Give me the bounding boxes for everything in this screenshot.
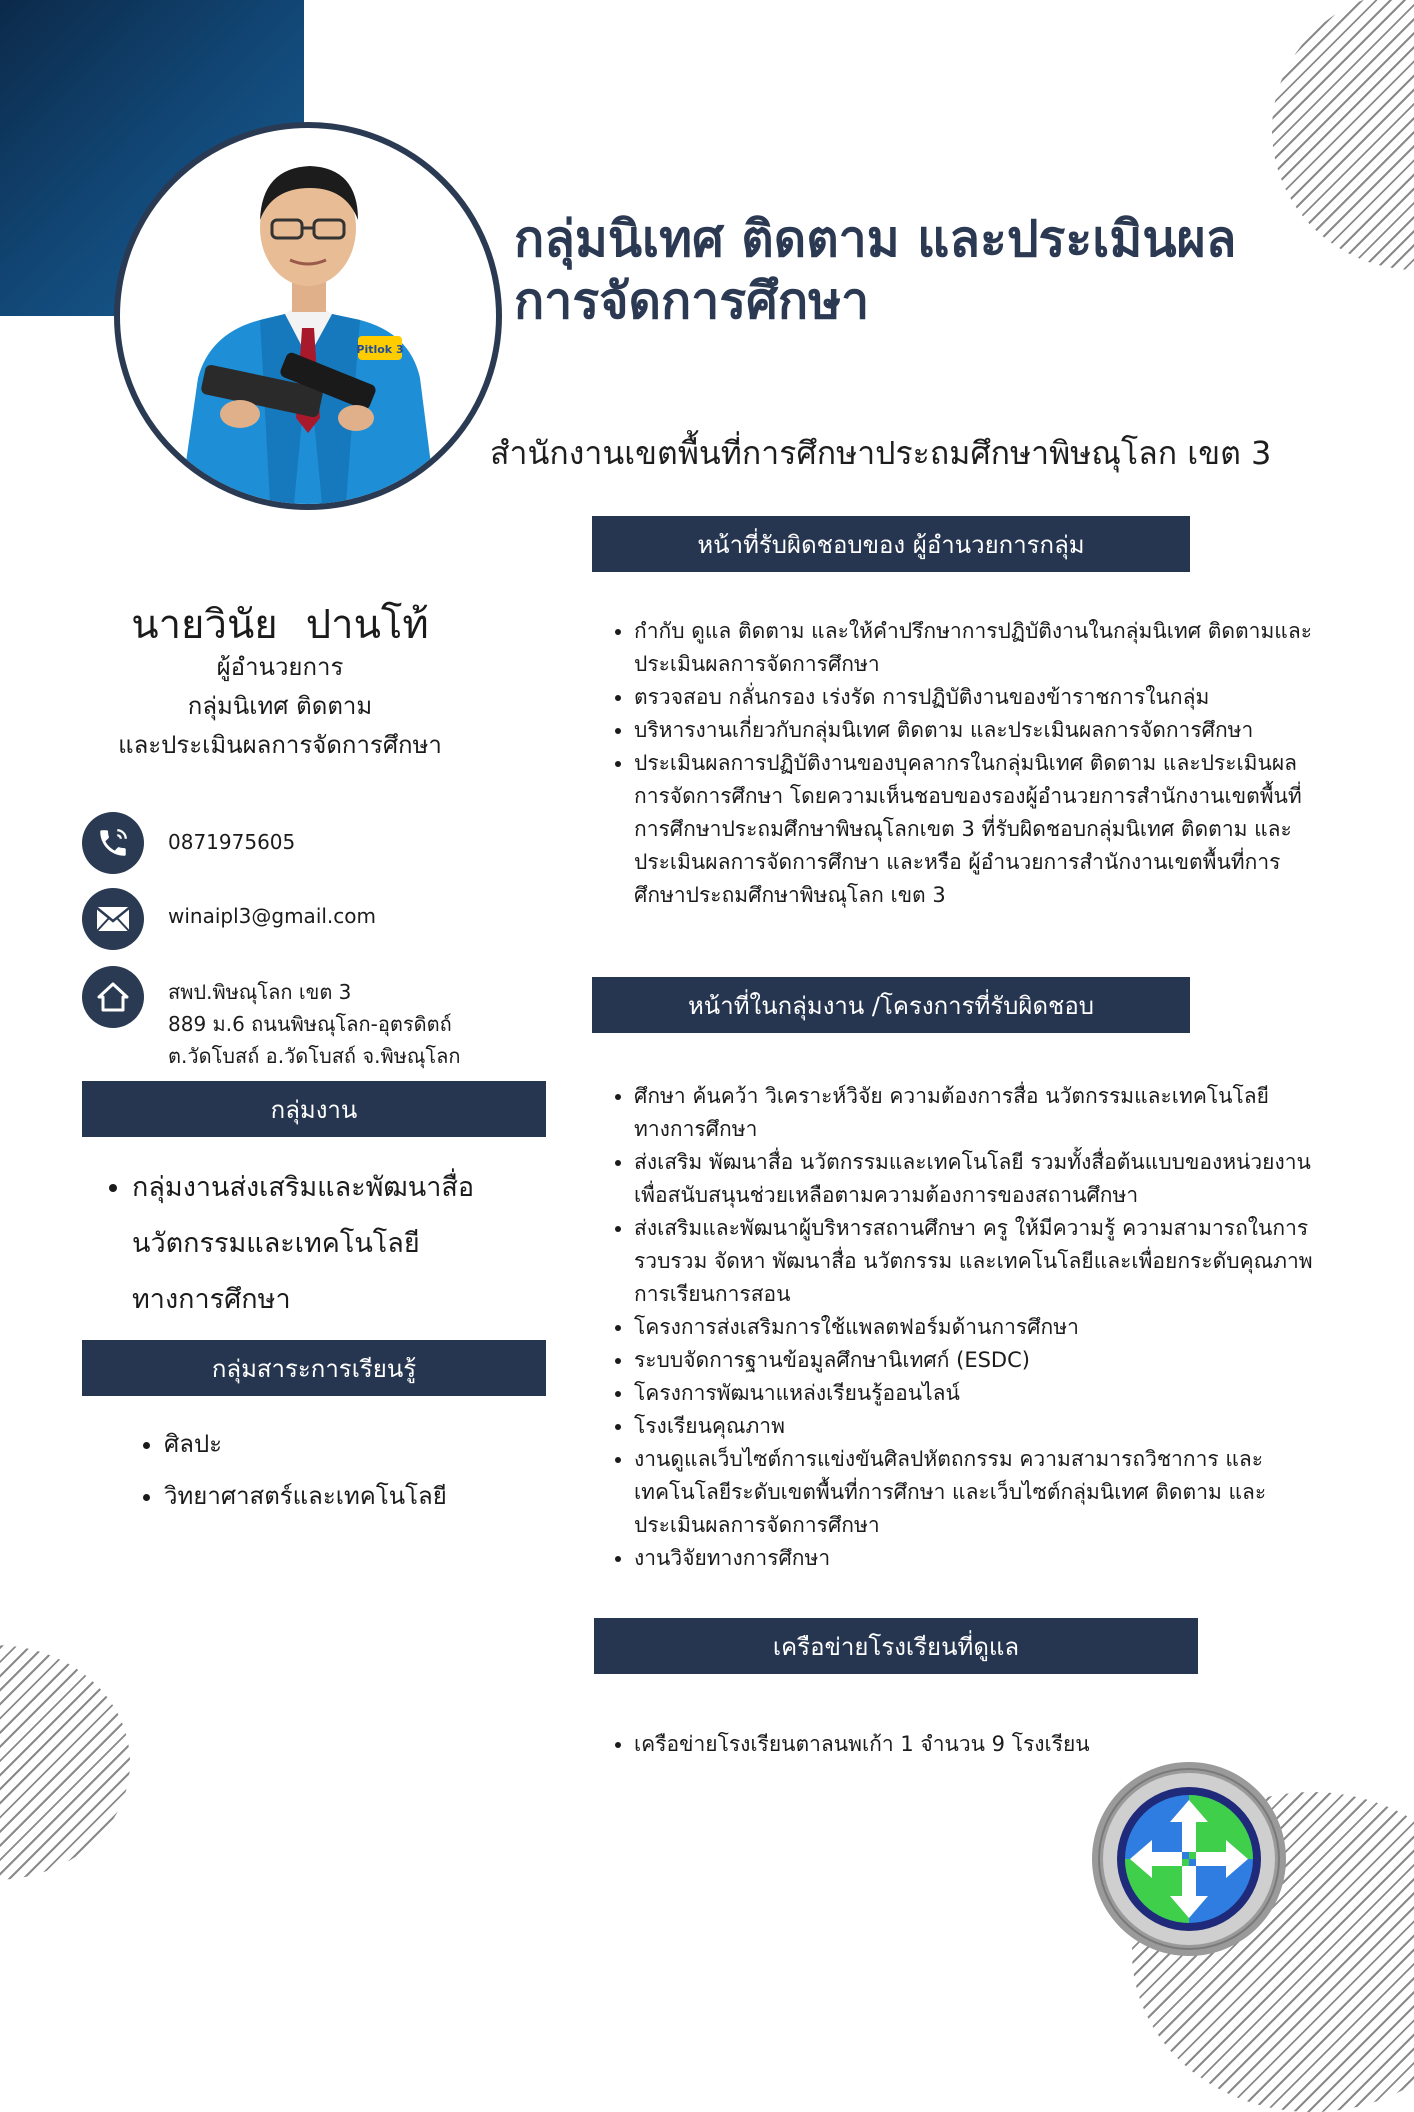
home-icon bbox=[82, 966, 144, 1028]
duties-heading: หน้าที่รับผิดชอบของ ผู้อำนวยการกลุ่ม bbox=[592, 516, 1190, 572]
work-group-heading: กลุ่มงาน bbox=[82, 1081, 546, 1137]
page-title bbox=[514, 208, 1394, 332]
address-line: สพป.พิษณุโลก เขต 3 bbox=[168, 980, 352, 1004]
list-item: • กลุ่มงานส่งเสริมและพัฒนาสื่อ นวัตกรรมและเทคโนโลยี ทางการศึกษา bbox=[132, 1160, 500, 1328]
list-item: • ประเมินผลการปฏิบัติงานของบุคลากรในกลุ่มนิเทศ ติดตาม และประเมินผลการจัดการศึกษา โดยความเห็นชอบของรองผู้อำนวยการสำนักงานเขตพื้นที่การศึกษาประถมศึกษาพิษณุโลกเขต 3 ที่รับผิดชอบกลุ่มนิเทศ ติดตาม และประเมินผลการจัดการศึกษา และหรือ ผู้อำนวยการสำนักงานเขตพื้นที่การศึกษาประถมศึกษาพิษณุโลก เขต 3 bbox=[634, 747, 1322, 912]
phone-icon bbox=[82, 812, 144, 874]
person-illustration bbox=[120, 128, 496, 504]
office-seal-logo bbox=[1090, 1760, 1288, 1958]
position-line: และประเมินผลการจัดการศึกษา bbox=[118, 731, 442, 759]
list-item: • กำกับ ดูแล ติดตาม และให้คำปรึกษาการปฏิบัติงานในกลุ่มนิเทศ ติดตามและประเมินผลการจัดการศึกษา bbox=[634, 615, 1322, 681]
page-title-line1: กลุ่มนิเทศ ติดตาม และประเมินผล bbox=[514, 210, 1237, 268]
list-item: • ตรวจสอบ กลั่นกรอง เร่งรัด การปฏิบัติงานของข้าราชการในกลุ่ม bbox=[634, 681, 1322, 714]
last-name: ปานโท้ bbox=[305, 602, 429, 648]
address-line: 889 ม.6 ถนนพิษณุโลก-อุตรดิตถ์ bbox=[168, 1012, 452, 1036]
projects-heading: หน้าที่ในกลุ่มงาน /โครงการที่รับผิดชอบ bbox=[592, 977, 1190, 1033]
list-item: • ระบบจัดการฐานข้อมูลศึกษานิเทศก์ (ESDC) bbox=[634, 1344, 1322, 1377]
email-address[interactable]: winaipl3@gmail.com bbox=[168, 904, 376, 928]
list-item: • ศิลปะ bbox=[164, 1418, 532, 1470]
jacket-badge-text: Pitlok 3 bbox=[356, 343, 404, 356]
list-item: • วิทยาศาสตร์และเทคโนโลยี bbox=[164, 1470, 532, 1522]
address bbox=[168, 976, 460, 1072]
list-item: • เครือข่ายโรงเรียนตาลนพเก้า 1 จำนวน 9 โรงเรียน bbox=[634, 1728, 1322, 1761]
learning-area-heading: กลุ่มสาระการเรียนรู้ bbox=[82, 1340, 546, 1396]
list-item: • โครงการพัฒนาแหล่งเรียนรู้ออนไลน์ bbox=[634, 1377, 1322, 1410]
profile-photo bbox=[114, 122, 502, 510]
network-heading: เครือข่ายโรงเรียนที่ดูแล bbox=[594, 1618, 1198, 1674]
hatch-circle-bottom-left bbox=[0, 1645, 130, 1880]
first-name: นายวินัย bbox=[131, 602, 278, 648]
person-name bbox=[70, 592, 490, 656]
projects-list bbox=[602, 1080, 1322, 1575]
page-title-line2: การจัดการศึกษา bbox=[514, 272, 870, 330]
position-line: กลุ่มนิเทศ ติดตาม bbox=[187, 692, 373, 720]
list-item: • บริหารงานเกี่ยวกับกลุ่มนิเทศ ติดตาม และประเมินผลการจัดการศึกษา bbox=[634, 714, 1322, 747]
list-item: • โครงการส่งเสริมการใช้แพลตฟอร์มด้านการศึกษา bbox=[634, 1311, 1322, 1344]
work-group-list bbox=[100, 1160, 500, 1328]
list-item: • งานดูแลเว็บไซต์การแข่งขันศิลปหัตถกรรม ความสามารถวิชาการ และเทคโนโลยีระดับเขตพื้นที่การศึกษา และเว็บไซต์กลุ่มนิเทศ ติดตาม และประเมินผลการจัดการศึกษา bbox=[634, 1443, 1322, 1542]
learning-area-list bbox=[132, 1418, 532, 1522]
address-line: ต.วัดโบสถ์ อ.วัดโบสถ์ จ.พิษณุโลก bbox=[168, 1044, 461, 1068]
mail-icon bbox=[82, 888, 144, 950]
office-name: สำนักงานเขตพื้นที่การศึกษาประถมศึกษาพิษณุโลก เขต 3 bbox=[490, 434, 1272, 472]
list-item: • โรงเรียนคุณภาพ bbox=[634, 1410, 1322, 1443]
person-position bbox=[60, 648, 500, 765]
network-list bbox=[602, 1728, 1322, 1761]
phone-number[interactable]: 0871975605 bbox=[168, 830, 296, 854]
list-item: • ศึกษา ค้นคว้า วิเคราะห์วิจัย ความต้องการสื่อ นวัตกรรมและเทคโนโลยี ทางการศึกษา bbox=[634, 1080, 1322, 1146]
list-item: • ส่งเสริม พัฒนาสื่อ นวัตกรรมและเทคโนโลยี รวมทั้งสื่อต้นแบบของหน่วยงานเพื่อสนับสนุนช่วยเหลือตามความต้องการของสถานศึกษา bbox=[634, 1146, 1322, 1212]
list-item: • งานวิจัยทางการศึกษา bbox=[634, 1542, 1322, 1575]
list-item: • ส่งเสริมและพัฒนาผู้บริหารสถานศึกษา ครู ให้มีความรู้ ความสามารถในการรวบรวม จัดหา พัฒนาสื่อ นวัตกรรม และเทคโนโลยีและเพื่อยกระดับคุณภาพการเรียนการสอน bbox=[634, 1212, 1322, 1311]
duties-list bbox=[602, 615, 1322, 912]
position-line: ผู้อำนวยการ bbox=[216, 653, 344, 681]
